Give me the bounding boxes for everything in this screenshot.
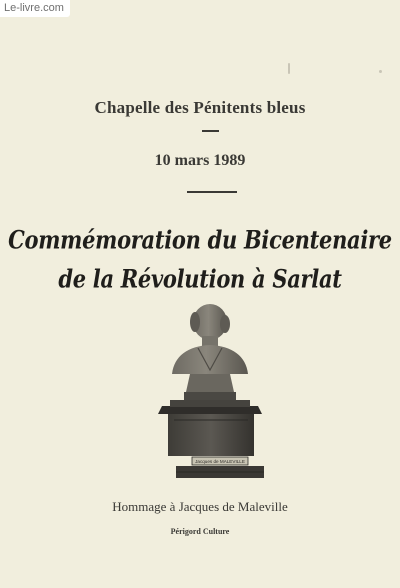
title-dash-divider [202, 130, 219, 132]
commemoration-title-line2: de la Révolution à Sarlat [58, 263, 342, 294]
paper-speck [288, 63, 290, 74]
chapel-title: Chapelle des Pénitents bleus [94, 98, 306, 117]
date-rule-divider [187, 191, 237, 193]
paper-speck [379, 70, 382, 73]
plaque-text: Jacques de MALEVILLE [195, 459, 245, 464]
event-date: 10 mars 1989 [154, 152, 246, 169]
tribute-caption: Hommage à Jacques de Maleville [112, 499, 288, 514]
commemoration-title-line1: Commémoration du Bicentenaire [8, 224, 392, 255]
watermark-logo: Le-livre.com [0, 0, 70, 17]
bust-illustration [150, 300, 275, 485]
publisher-name: Périgord Culture [170, 527, 230, 536]
